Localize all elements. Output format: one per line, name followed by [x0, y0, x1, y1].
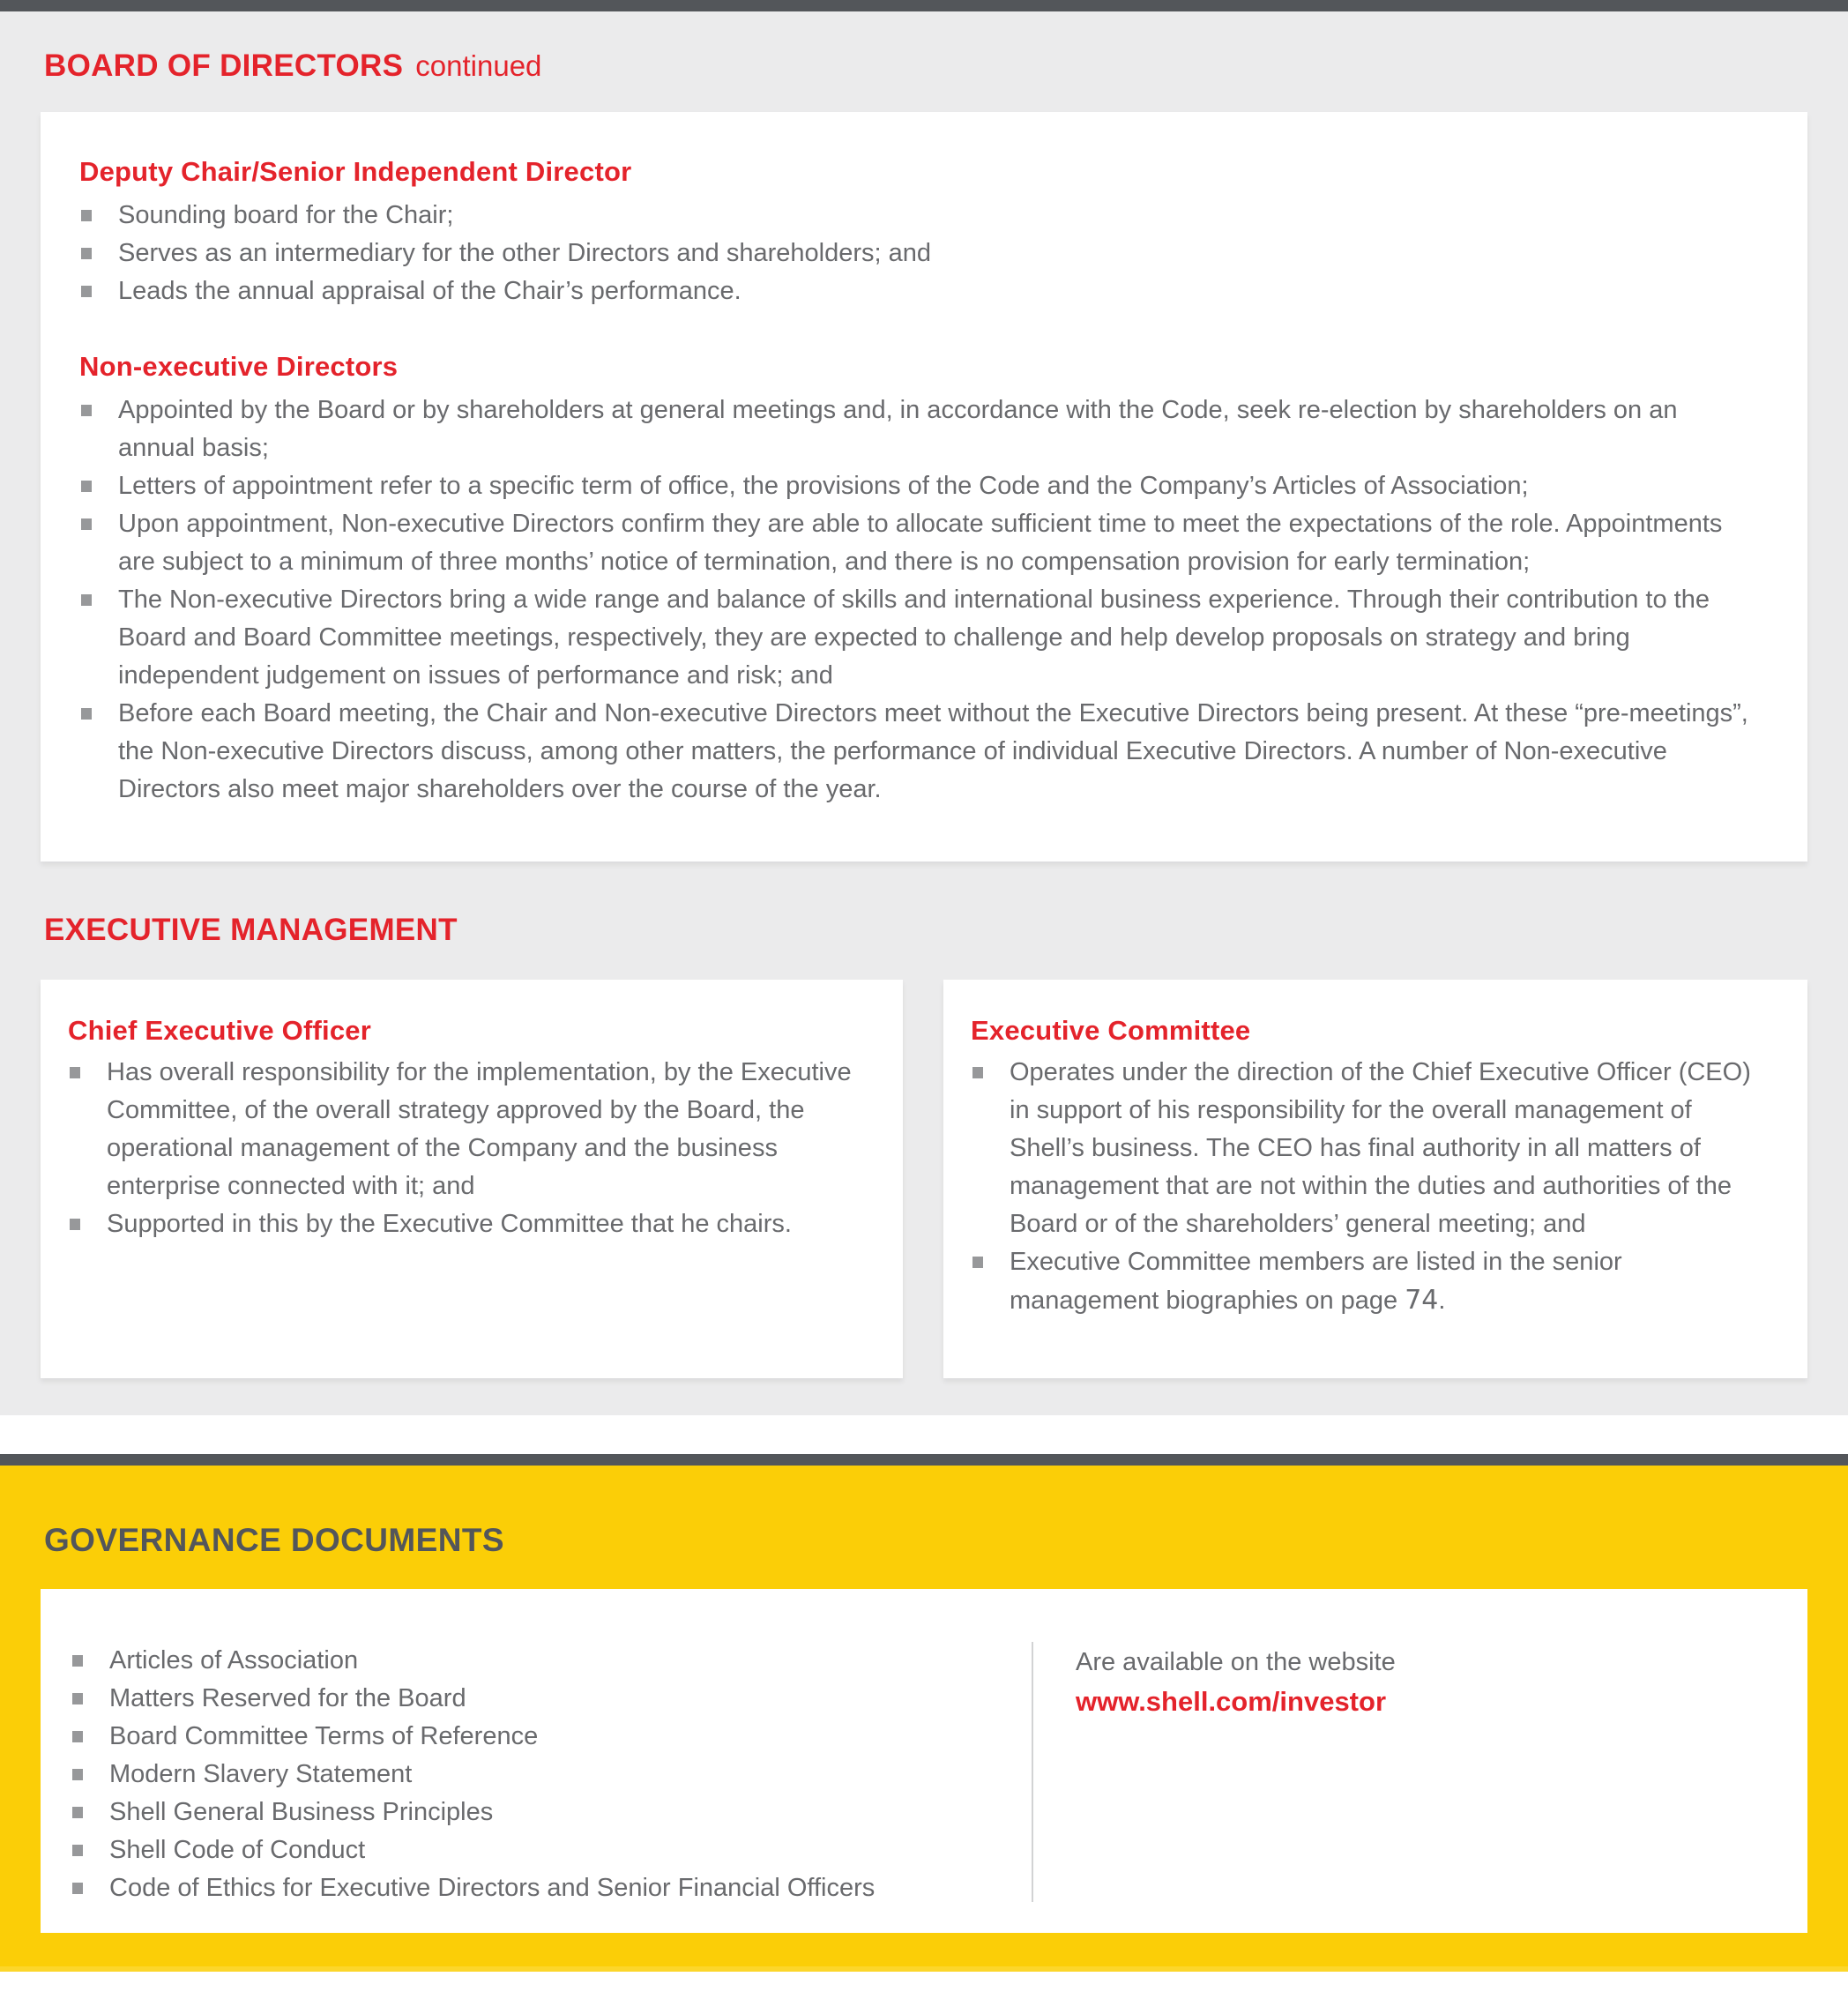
square-bullet-icon [81, 210, 92, 221]
square-bullet-icon [70, 1219, 80, 1230]
section-gap [0, 1415, 1848, 1454]
list-item [71, 1869, 1032, 1907]
executive-committee-card [943, 980, 1807, 1378]
ceo-bullet-list [68, 1054, 864, 1243]
list-item [68, 1205, 864, 1243]
top-divider-bar [0, 0, 1848, 11]
square-bullet-icon [81, 286, 92, 297]
governance-doc-list [71, 1642, 1032, 1907]
list-item-text: Shell General Business Principles [109, 1798, 494, 1826]
square-bullet-icon [972, 1067, 983, 1078]
executive-management-title: EXECUTIVE MANAGEMENT [44, 913, 458, 947]
list-item-text: Has overall responsibility for the implementation, by the Executive Committee, of the overall strategy approved by the Board, the operational management of the Company and the business enterprise connected with it; and [107, 1058, 852, 1200]
list-item-text: Leads the annual appraisal of the Chair’s performance. [118, 277, 741, 305]
list-item-text: Letters of appointment refer to a specific term of office, the provisions of the Code and the Company’s Articles of Association; [118, 472, 1529, 500]
website-link[interactable]: www.shell.com/investor [1076, 1686, 1387, 1717]
ceo-heading: Chief Executive Officer [68, 1015, 371, 1046]
square-bullet-icon [72, 1731, 83, 1742]
list-item-text: Serves as an intermediary for the other Directors and shareholders; and [118, 239, 932, 267]
square-bullet-icon [81, 405, 92, 416]
square-bullet-icon [81, 708, 92, 720]
list-item-text: Appointed by the Board or by shareholders at general meetings and, in accordance with the Code, seek re-election by shareholders on an annual basis; [118, 396, 1678, 462]
square-bullet-icon [972, 1257, 983, 1268]
square-bullet-icon [72, 1883, 83, 1894]
square-bullet-icon [72, 1807, 83, 1818]
list-item-text: Matters Reserved for the Board [109, 1684, 466, 1712]
square-bullet-icon [81, 594, 92, 606]
non-executive-directors-heading: Non-executive Directors [79, 351, 399, 382]
list-item-text: Sounding board for the Chair; [118, 201, 454, 229]
availability-note: Are available on the website [1076, 1648, 1396, 1676]
list-item [79, 505, 1755, 581]
page-ref-text-before: Executive Committee members are listed in the senior management biographies on page [1010, 1248, 1622, 1315]
list-item [79, 392, 1755, 467]
executive-committee-bullet-list [971, 1054, 1769, 1320]
list-item [79, 197, 1755, 235]
non-executive-directors-bullet-list [79, 392, 1755, 809]
board-and-exec-section [0, 11, 1848, 1415]
list-item-text [1010, 1243, 1769, 1320]
executive-management-title-row [44, 913, 1807, 948]
list-item [68, 1054, 864, 1205]
list-item-text: Operates under the direction of the Chief Executive Officer (CEO) in support of his responsibility for the overall management of Shell’s business. The CEO has final authority in all matters of management that are not within the duties and authorities of the Board or of the shareholders’ general meeting; and [1010, 1058, 1751, 1238]
list-item-text: Supported in this by the Executive Committee that he chairs. [107, 1210, 792, 1238]
list-item [71, 1642, 1032, 1680]
square-bullet-icon [70, 1067, 80, 1078]
list-item-text: Articles of Association [109, 1646, 359, 1675]
governance-title: GOVERNANCE DOCUMENTS [44, 1522, 504, 1558]
board-continued-label: continued [415, 49, 542, 82]
list-item [71, 1718, 1032, 1756]
square-bullet-icon [72, 1845, 83, 1856]
list-item [71, 1794, 1032, 1831]
ceo-card [41, 980, 903, 1378]
square-bullet-icon [81, 481, 92, 492]
list-item [79, 581, 1755, 695]
governance-panel [41, 1589, 1807, 1933]
list-item [971, 1243, 1769, 1320]
list-item [71, 1680, 1032, 1718]
board-section-title: BOARD OF DIRECTORS [44, 48, 404, 83]
deputy-chair-bullet-list [79, 197, 1755, 310]
list-item [71, 1756, 1032, 1794]
square-bullet-icon [81, 518, 92, 530]
deputy-chair-heading: Deputy Chair/Senior Independent Director [79, 156, 632, 187]
list-item [971, 1054, 1769, 1243]
governance-section [0, 1466, 1848, 1966]
list-item [71, 1831, 1032, 1869]
page-reference-number[interactable]: 74 [1405, 1285, 1439, 1316]
list-item-text: Board Committee Terms of Reference [109, 1722, 539, 1750]
board-section-title-row [44, 48, 1807, 84]
square-bullet-icon [72, 1693, 83, 1704]
list-item-text: Code of Ethics for Executive Directors and Senior Financial Officers [109, 1874, 876, 1902]
board-roles-panel [41, 112, 1807, 862]
square-bullet-icon [81, 248, 92, 259]
list-item [79, 695, 1755, 809]
executive-management-cards [41, 980, 1807, 1378]
page-ref-text-after: . [1438, 1287, 1446, 1315]
list-item [79, 467, 1755, 505]
list-item-text: Shell Code of Conduct [109, 1836, 366, 1864]
governance-divider-bar [0, 1454, 1848, 1466]
list-item-text: Upon appointment, Non-executive Directors confirm they are able to allocate sufficient time to meet the expectations of the role. Appointments are subject to a minimum of three months’ notice of termination, and there is no compensation provision for early termination; [118, 510, 1723, 576]
square-bullet-icon [72, 1655, 83, 1667]
governance-availability-column [1033, 1642, 1396, 1933]
governance-documents-column [71, 1642, 1032, 1933]
executive-committee-heading: Executive Committee [971, 1015, 1251, 1046]
list-item-text: The Non-executive Directors bring a wide range and balance of skills and international business experience. Through their contribution to the Board and Board Committee meetings, respectively, they are expected to challenge and help develop proposals on strategy and bring independent judgement on issues of performance and risk; and [118, 586, 1710, 690]
bottom-yellow-strip [0, 1966, 1848, 1972]
list-item [79, 272, 1755, 310]
list-item [79, 235, 1755, 272]
square-bullet-icon [72, 1769, 83, 1780]
list-item-text: Modern Slavery Statement [109, 1760, 413, 1788]
list-item-text: Before each Board meeting, the Chair and Non-executive Directors meet without the Executive Directors being present. At these “pre-meetings”, the Non-executive Directors discuss, among other matters, the performance of individual Executive Directors. A number of Non-executive Directors also meet major shareholders over the course of the year. [118, 699, 1748, 803]
